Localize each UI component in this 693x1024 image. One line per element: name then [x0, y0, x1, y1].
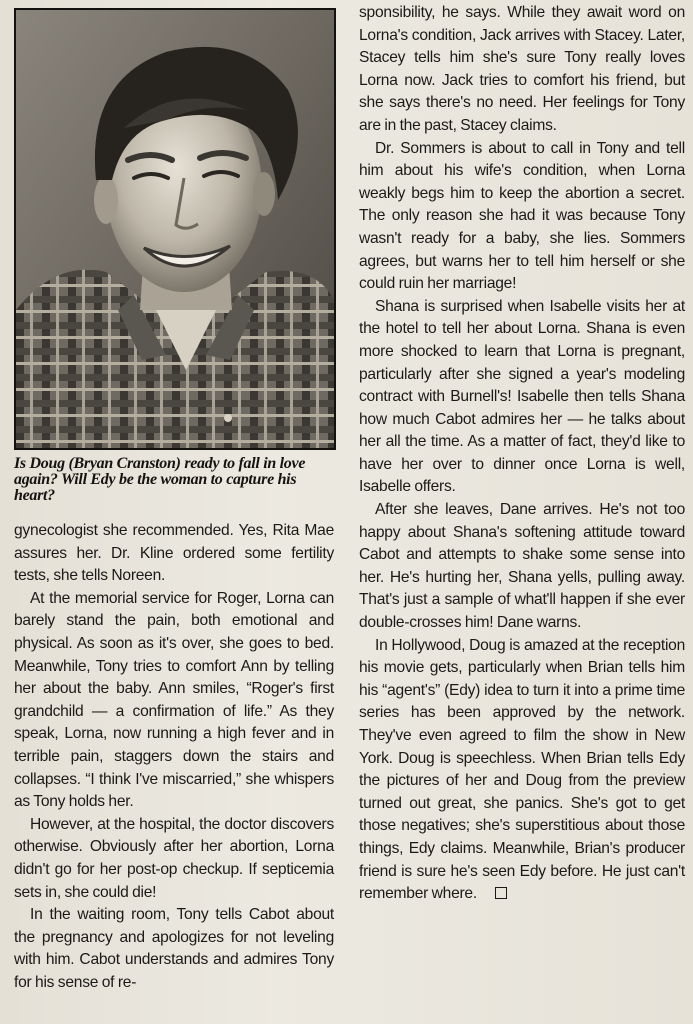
paragraph-text: In Hollywood, Doug is amazed at the reception his movie gets, particularly when Brian tells him his “agent's” (Edy) idea to turn it into a prime time series has been approved by the network. They've even agreed to film the show in New York. Doug is speechless. When Brian tells Edy the pictures of her and Doug from the preview turned out great, she panics. She's got to get those negatives; she's superstitious about those things, Edy claims. Meanwhile, Brian's producer friend is sure he's seen Edy before. He just can't remember where.	[359, 636, 685, 903]
paragraph-last	[359, 635, 685, 906]
end-mark-icon	[495, 887, 507, 899]
paragraph: In the waiting room, Tony tells Cabot about the pregnancy and apologizes for not leveling with him. Cabot understands and admires Tony for his sense of re-	[14, 906, 334, 991]
paragraph: However, at the hospital, the doctor discovers otherwise. Obviously after her abortion, Lorna didn't go for her post-op checkup. If septicemia sets in, she could die!	[14, 815, 334, 901]
portrait-photo	[14, 8, 336, 450]
photo-caption: Is Doug (Bryan Cranston) ready to fall in love again? Will Edy be the woman to capture his heart?	[14, 455, 306, 504]
paragraph: gynecologist she recommended. Yes, Rita Mae assures her. Dr. Kline ordered some fertility tests, she tells Noreen.	[14, 522, 334, 585]
right-article-text	[359, 2, 685, 906]
paragraph: At the memorial service for Roger, Lorna can barely stand the pain, both emotional and physical. As soon as it's over, she goes to bed. Meanwhile, Tony tries to comfort Ann by telling her about the baby. Ann smiles, “Roger's first grandchild — a confirmation of life.” As they speak, Lorna, now running a high fever and in terrible pain, staggers down the stairs and collapses. “I think I've miscarried,” she whispers as Tony holds her.	[14, 589, 334, 811]
paragraph: sponsibility, he says. While they await word on Lorna's condition, Jack arrives with Stacey. Later, Stacey tells him she's sure Tony really loves Lorna now. Jack tries to comfort his friend, but she says there's no need. Her feelings for Tony are in the past, Stacey claims.	[359, 4, 685, 134]
paragraph: After she leaves, Dane arrives. He's not too happy about Shana's softening attitude toward Cabot and attempts to shake some sense into her. He's hurting her, Shana yells, pulling away. That's just a sample of what'll happen if she ever double-crosses him! Dane warns.	[359, 501, 685, 632]
paragraph: Dr. Sommers is about to call in Tony and tell him about his wife's condition, when Lorna weakly begs him to keep the abortion a secret. The only reason she had it was because Tony wasn't ready for a baby, she lies. Sommers agrees, but warns her to tell him herself or she could ruin her marriage!	[359, 139, 685, 293]
left-article-text	[14, 520, 334, 994]
paragraph: Shana is surprised when Isabelle visits her at the hotel to tell her about Lorna. Shana is even more shocked to learn that Lorna is pregnant, particularly after she signed a year's modeling contract with Burnell's! Isabelle then tells Shana how much Cabot admires her — he talks about her all the time. As a matter of fact, they'd like to have her over to dinner once Lorna is well, Isabelle offers.	[359, 297, 685, 496]
portrait-image	[16, 10, 334, 448]
